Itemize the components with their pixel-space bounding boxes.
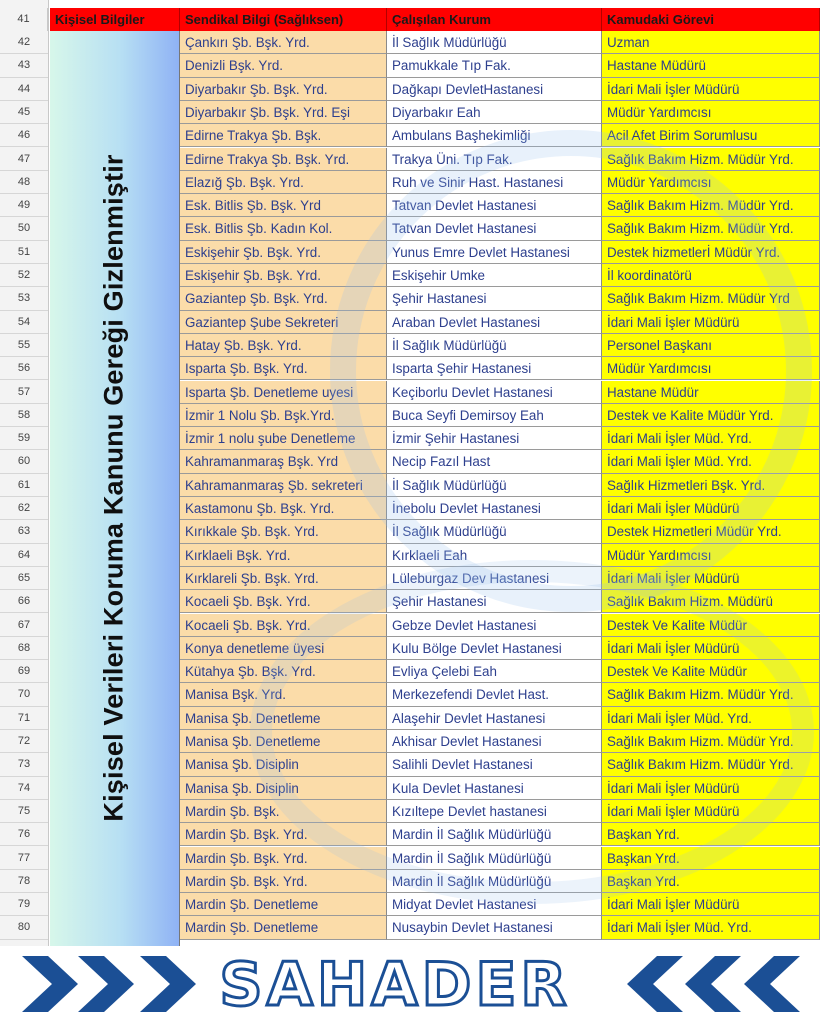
table-row xyxy=(180,567,820,590)
institution-cell[interactable]: Nusaybin Devlet Hastanesi xyxy=(387,916,602,939)
table-row xyxy=(180,101,820,124)
row-number[interactable]: 64 xyxy=(0,544,48,567)
institution-cell[interactable]: Kırklaeli Eah xyxy=(387,544,602,567)
union-cell[interactable]: Manisa Şb. Disiplin xyxy=(180,753,387,776)
union-cell[interactable]: Edirne Trakya Şb. Bşk. xyxy=(180,124,387,147)
institution-cell[interactable]: İl Sağlık Müdürlüğü xyxy=(387,31,602,54)
row-number[interactable]: 58 xyxy=(0,404,48,427)
table-row xyxy=(180,893,820,916)
header-union-info[interactable]: Sendikal Bilgi (Sağlıksen) xyxy=(180,8,387,31)
union-cell[interactable]: Mardin Şb. Bşk. Yrd. xyxy=(180,870,387,893)
duty-cell[interactable]: Destek Ve Kalite Müdür xyxy=(602,660,820,683)
duty-cell[interactable]: İl koordinatörü xyxy=(602,264,820,287)
duty-cell[interactable]: Başkan Yrd. xyxy=(602,870,820,893)
institution-cell[interactable]: Trakya Üni. Tıp Fak. xyxy=(387,148,602,171)
union-cell[interactable]: Manisa Şb. Disiplin xyxy=(180,777,387,800)
union-cell[interactable]: Manisa Şb. Denetleme xyxy=(180,730,387,753)
row-number[interactable]: 71 xyxy=(0,707,48,730)
table-row xyxy=(180,870,820,893)
duty-cell[interactable]: Başkan Yrd. xyxy=(602,847,820,870)
institution-cell[interactable]: İzmir Şehir Hastanesi xyxy=(387,427,602,450)
institution-cell[interactable]: Gebze Devlet Hastanesi xyxy=(387,614,602,637)
union-cell[interactable]: Çankırı Şb. Bşk. Yrd. xyxy=(180,31,387,54)
table-row xyxy=(180,800,820,823)
union-cell[interactable]: Kahramanmaraş Bşk. Yrd xyxy=(180,450,387,473)
row-number[interactable]: 59 xyxy=(0,427,48,450)
duty-cell[interactable]: Destek Ve Kalite Müdür xyxy=(602,614,820,637)
table-row xyxy=(180,730,820,753)
union-cell[interactable]: Kastamonu Şb. Bşk. Yrd. xyxy=(180,497,387,520)
institution-cell[interactable]: Mardin İl Sağlık Müdürlüğü xyxy=(387,847,602,870)
table-row xyxy=(180,660,820,683)
duty-cell[interactable]: İdari Mali İşler Müd. Yrd. xyxy=(602,707,820,730)
row-number[interactable]: 75 xyxy=(0,800,48,823)
institution-cell[interactable]: Merkezefendi Devlet Hast. xyxy=(387,683,602,706)
duty-cell[interactable]: İdari Mali İşler Müdürü xyxy=(602,777,820,800)
table-row xyxy=(180,148,820,171)
duty-cell[interactable]: Destek Hizmetleri Müdür Yrd. xyxy=(602,520,820,543)
duty-cell[interactable]: Destek ve Kalite Müdür Yrd. xyxy=(602,404,820,427)
duty-cell[interactable]: Hastane Müdür xyxy=(602,381,820,404)
institution-cell[interactable]: Isparta Şehir Hastanesi xyxy=(387,357,602,380)
row-number[interactable]: 45 xyxy=(0,101,48,124)
row-number[interactable]: 53 xyxy=(0,287,48,310)
duty-cell[interactable]: Müdür Yardımcısı xyxy=(602,101,820,124)
row-number[interactable]: 73 xyxy=(0,753,48,776)
row-number[interactable]: 57 xyxy=(0,381,48,404)
table-row xyxy=(180,287,820,310)
institution-cell[interactable]: Tatvan Devlet Hastanesi xyxy=(387,217,602,240)
table-row xyxy=(180,31,820,54)
table-row xyxy=(180,544,820,567)
header-personal-info[interactable]: Kişisel Bilgiler xyxy=(50,8,180,31)
table-row xyxy=(180,777,820,800)
table-row xyxy=(180,404,820,427)
row-number[interactable]: 54 xyxy=(0,311,48,334)
union-cell[interactable]: Mardin Şb. Bşk. Yrd. xyxy=(180,823,387,846)
row-number[interactable]: 50 xyxy=(0,217,48,240)
duty-cell[interactable]: Başkan Yrd. xyxy=(602,823,820,846)
duty-cell[interactable]: İdari Mali İşler Müdürü xyxy=(602,567,820,590)
row-number[interactable]: 51 xyxy=(0,241,48,264)
union-cell[interactable]: İzmir 1 Nolu Şb. Bşk.Yrd. xyxy=(180,404,387,427)
union-cell[interactable]: Mardin Şb. Bşk. xyxy=(180,800,387,823)
institution-cell[interactable]: Evliya Çelebi Eah xyxy=(387,660,602,683)
row-number[interactable]: 52 xyxy=(0,264,48,287)
row-number[interactable]: 76 xyxy=(0,823,48,846)
union-cell[interactable]: Eskişehir Şb. Bşk. Yrd. xyxy=(180,264,387,287)
duty-cell[interactable]: İdari Mali İşler Müdürü xyxy=(602,893,820,916)
row-number[interactable]: 68 xyxy=(0,637,48,660)
union-cell[interactable]: Mardin Şb. Denetleme xyxy=(180,893,387,916)
union-cell[interactable]: Mardin Şb. Bşk. Yrd. xyxy=(180,847,387,870)
duty-cell[interactable]: Hastane Müdürü xyxy=(602,54,820,77)
table-row xyxy=(180,474,820,497)
duty-cell[interactable]: İdari Mali İşler Müdürü xyxy=(602,637,820,660)
row-number[interactable]: 46 xyxy=(0,124,48,147)
institution-cell[interactable]: Şehir Hastanesi xyxy=(387,287,602,310)
row-number[interactable]: 61 xyxy=(0,474,48,497)
duty-cell[interactable]: Müdür Yardımcısı xyxy=(602,544,820,567)
institution-cell[interactable]: Lüleburgaz Dev Hastanesi xyxy=(387,567,602,590)
row-number: 41 xyxy=(0,8,48,31)
union-cell[interactable]: Kütahya Şb. Bşk. Yrd. xyxy=(180,660,387,683)
institution-cell[interactable]: Midyat Devlet Hastanesi xyxy=(387,893,602,916)
header-public-duty[interactable]: Kamudaki Görevi xyxy=(602,8,820,31)
table-row xyxy=(180,124,820,147)
table-row xyxy=(180,590,820,613)
row-number[interactable]: 65 xyxy=(0,567,48,590)
institution-cell[interactable]: Yunus Emre Devlet Hastanesi xyxy=(387,241,602,264)
table-row xyxy=(180,683,820,706)
table-row xyxy=(180,54,820,77)
table-row xyxy=(180,427,820,450)
union-cell[interactable]: Kahramanmaraş Şb. sekreteri xyxy=(180,474,387,497)
row-number[interactable]: 67 xyxy=(0,614,48,637)
union-cell[interactable]: Gaziantep Şb. Bşk. Yrd. xyxy=(180,287,387,310)
duty-cell[interactable]: Uzman xyxy=(602,31,820,54)
row-number[interactable]: 42 xyxy=(0,31,48,54)
duty-cell[interactable]: Sağlık Bakım Hizm. Müdür Yrd. xyxy=(602,148,820,171)
sahader-logo: SAHADER xyxy=(219,950,571,1020)
table-row xyxy=(180,614,820,637)
duty-cell[interactable]: İdari Mali İşler Müdürü xyxy=(602,78,820,101)
institution-cell[interactable]: Mardin İl Sağlık Müdürlüğü xyxy=(387,870,602,893)
row-number[interactable]: 74 xyxy=(0,777,48,800)
table-row xyxy=(180,707,820,730)
institution-cell[interactable]: Diyarbakır Eah xyxy=(387,101,602,124)
privacy-notice: Kişisel Verileri Koruma Kanunu Gereği Gizlenmiştir xyxy=(98,154,129,822)
table-row xyxy=(180,194,820,217)
union-cell[interactable]: Edirne Trakya Şb. Bşk. Yrd. xyxy=(180,148,387,171)
row-number[interactable]: 80 xyxy=(0,916,48,939)
row-number[interactable]: 79 xyxy=(0,893,48,916)
institution-cell[interactable]: Necip Fazıl Hast xyxy=(387,450,602,473)
row-number[interactable]: 62 xyxy=(0,497,48,520)
union-cell[interactable]: Mardin Şb. Denetleme xyxy=(180,916,387,939)
row-number[interactable]: 48 xyxy=(0,171,48,194)
table-row xyxy=(180,171,820,194)
row-number[interactable]: 49 xyxy=(0,194,48,217)
union-cell[interactable]: Elazığ Şb. Bşk. Yrd. xyxy=(180,171,387,194)
institution-cell[interactable]: Keçiborlu Devlet Hastanesi xyxy=(387,381,602,404)
duty-cell[interactable]: Sağlık Bakım Hizm. Müdür Yrd. xyxy=(602,730,820,753)
duty-cell[interactable]: Müdür Yardımcısı xyxy=(602,171,820,194)
union-cell[interactable]: Eskişehir Şb. Bşk. Yrd. xyxy=(180,241,387,264)
institution-cell[interactable]: Alaşehir Devlet Hastanesi xyxy=(387,707,602,730)
union-cell[interactable]: İzmir 1 nolu şube Denetleme xyxy=(180,427,387,450)
duty-cell[interactable]: Sağlık Hizmetleri Bşk. Yrd. xyxy=(602,474,820,497)
duty-cell[interactable]: İdari Mali İşler Müd. Yrd. xyxy=(602,427,820,450)
row-number[interactable]: 69 xyxy=(0,660,48,683)
row-number[interactable]: 66 xyxy=(0,590,48,613)
duty-cell[interactable]: Personel Başkanı xyxy=(602,334,820,357)
row-number[interactable]: 47 xyxy=(0,148,48,171)
union-cell[interactable]: Kocaeli Şb. Bşk. Yrd. xyxy=(180,614,387,637)
institution-cell[interactable]: Ruh ve Sinir Hast. Hastanesi xyxy=(387,171,602,194)
table-row xyxy=(180,916,820,939)
duty-cell[interactable]: Sağlık Bakım Hizm. Müdür Yrd. xyxy=(602,753,820,776)
union-cell[interactable]: Manisa Şb. Denetleme xyxy=(180,707,387,730)
institution-cell[interactable]: Tatvan Devlet Hastanesi xyxy=(387,194,602,217)
institution-cell[interactable]: Dağkapı DevletHastanesi xyxy=(387,78,602,101)
institution-cell[interactable]: Akhisar Devlet Hastanesi xyxy=(387,730,602,753)
institution-cell[interactable]: Şehir Hastanesi xyxy=(387,590,602,613)
table-row xyxy=(180,381,820,404)
union-cell[interactable]: Manisa Bşk. Yrd. xyxy=(180,683,387,706)
institution-cell[interactable]: Kızıltepe Devlet hastanesi xyxy=(387,800,602,823)
table-row xyxy=(180,520,820,543)
institution-cell[interactable]: Pamukkale Tıp Fak. xyxy=(387,54,602,77)
duty-cell[interactable]: Sağlık Bakım Hizm. Müdürü xyxy=(602,590,820,613)
row-number[interactable]: 55 xyxy=(0,334,48,357)
institution-cell[interactable]: Araban Devlet Hastanesi xyxy=(387,311,602,334)
union-cell[interactable]: Hatay Şb. Bşk. Yrd. xyxy=(180,334,387,357)
row-number[interactable]: 72 xyxy=(0,730,48,753)
union-cell[interactable]: Gaziantep Şube Sekreteri xyxy=(180,311,387,334)
table-row xyxy=(180,823,820,846)
duty-cell[interactable]: Müdür Yardımcısı xyxy=(602,357,820,380)
duty-cell[interactable]: İdari Mali İşler Müd. Yrd. xyxy=(602,916,820,939)
institution-cell[interactable]: Ambulans Başhekimliği xyxy=(387,124,602,147)
row-number[interactable]: 44 xyxy=(0,78,48,101)
row-number[interactable]: 60 xyxy=(0,450,48,473)
row-number[interactable]: 63 xyxy=(0,520,48,543)
union-cell[interactable]: Diyarbakır Şb. Bşk. Yrd. xyxy=(180,78,387,101)
row-number[interactable]: 70 xyxy=(0,683,48,706)
union-cell[interactable]: Kocaeli Şb. Bşk. Yrd. xyxy=(180,590,387,613)
table-row xyxy=(180,450,820,473)
duty-cell[interactable]: Acil Afet Birim Sorumlusu xyxy=(602,124,820,147)
institution-cell[interactable]: Kula Devlet Hastanesi xyxy=(387,777,602,800)
table-row xyxy=(180,311,820,334)
union-cell[interactable]: Kırklareli Şb. Bşk. Yrd. xyxy=(180,567,387,590)
duty-cell[interactable]: Sağlık Bakım Hizm. Müdür Yrd. xyxy=(602,194,820,217)
duty-cell[interactable]: Sağlık Bakım Hizm. Müdür Yrd. xyxy=(602,683,820,706)
table-row xyxy=(180,753,820,776)
table-row xyxy=(180,217,820,240)
table-row xyxy=(180,78,820,101)
union-cell[interactable]: Isparta Şb. Bşk. Yrd. xyxy=(180,357,387,380)
duty-cell[interactable]: Destek hizmetlerİ Müdür Yrd. xyxy=(602,241,820,264)
row-number[interactable]: 43 xyxy=(0,54,48,77)
row-number[interactable]: 78 xyxy=(0,870,48,893)
duty-cell[interactable]: İdari Mali İşler Müdürü xyxy=(602,800,820,823)
union-cell[interactable]: Isparta Şb. Denetleme uyesi xyxy=(180,381,387,404)
institution-cell[interactable]: Mardin İl Sağlık Müdürlüğü xyxy=(387,823,602,846)
row-number[interactable]: 77 xyxy=(0,847,48,870)
table-row xyxy=(180,334,820,357)
union-cell[interactable]: Esk. Bitlis Şb. Kadın Kol. xyxy=(180,217,387,240)
institution-cell[interactable]: Kulu Bölge Devlet Hastanesi xyxy=(387,637,602,660)
table-row xyxy=(180,357,820,380)
institution-cell[interactable]: İl Sağlık Müdürlüğü xyxy=(387,520,602,543)
table-row xyxy=(180,241,820,264)
institution-cell[interactable]: İl Sağlık Müdürlüğü xyxy=(387,334,602,357)
duty-cell[interactable]: İdari Mali İşler Müdürü xyxy=(602,497,820,520)
institution-cell[interactable]: İl Sağlık Müdürlüğü xyxy=(387,474,602,497)
institution-cell[interactable]: İnebolu Devlet Hastanesi xyxy=(387,497,602,520)
table-row xyxy=(180,497,820,520)
union-cell[interactable]: Kırklaeli Bşk. Yrd. xyxy=(180,544,387,567)
institution-cell[interactable]: Buca Seyfi Demirsoy Eah xyxy=(387,404,602,427)
union-cell[interactable]: Konya denetleme üyesi xyxy=(180,637,387,660)
union-cell[interactable]: Esk. Bitlis Şb. Bşk. Yrd xyxy=(180,194,387,217)
union-cell[interactable]: Kırıkkale Şb. Bşk. Yrd. xyxy=(180,520,387,543)
table-row xyxy=(180,847,820,870)
table-row xyxy=(180,264,820,287)
institution-cell[interactable]: Eskişehir Umke xyxy=(387,264,602,287)
row-number[interactable]: 56 xyxy=(0,357,48,380)
duty-cell[interactable]: Sağlık Bakım Hizm. Müdür Yrd. xyxy=(602,217,820,240)
institution-cell[interactable]: Salihli Devlet Hastanesi xyxy=(387,753,602,776)
duty-cell[interactable]: Sağlık Bakım Hizm. Müdür Yrd xyxy=(602,287,820,310)
duty-cell[interactable]: İdari Mali İşler Müdürü xyxy=(602,311,820,334)
duty-cell[interactable]: İdari Mali İşler Müd. Yrd. xyxy=(602,450,820,473)
header-institution[interactable]: Çalışılan Kurum xyxy=(387,8,602,31)
union-cell[interactable]: Denizli Bşk. Yrd. xyxy=(180,54,387,77)
union-cell[interactable]: Diyarbakır Şb. Bşk. Yrd. Eşi xyxy=(180,101,387,124)
table-row xyxy=(180,637,820,660)
